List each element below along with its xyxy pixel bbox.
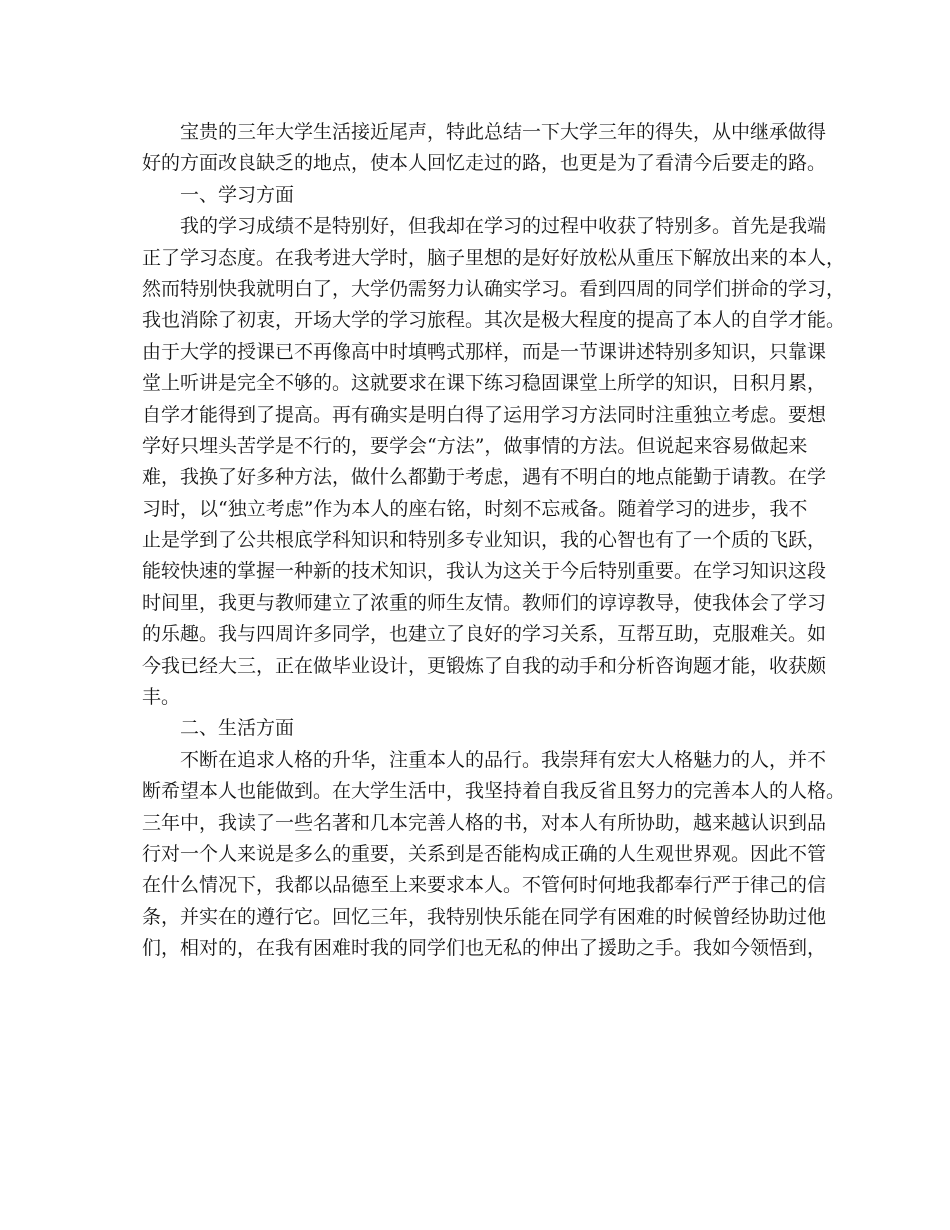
text-line: 在什么情况下，我都以品德至上来要求本人。不管何时何地我都奉行严于律己的信 <box>142 874 827 897</box>
text-line: 的乐趣。我与四周许多同学，也建立了良好的学习关系，互帮互助，克服难关。如 <box>142 623 827 646</box>
text-line: 丰。 <box>142 686 181 709</box>
text-line: 习时，以“独立考虑”作为本人的座右铭，时刻不忘戒备。随着学习的进步，我不 <box>142 497 808 520</box>
text-line: 学好只埋头苦学是不行的，要学会“方法”，做事情的方法。但说起来容易做起来 <box>142 434 808 457</box>
text-line: 我的学习成绩不是特别好，但我却在学习的过程中收获了特别多。首先是我端 <box>180 215 827 238</box>
text-line: 宝贵的三年大学生活接近尾声，特此总结一下大学三年的得失，从中继承做得 <box>180 121 827 143</box>
text-line: 然而特别快我就明白了，大学仍需努力认确实学习。看到四周的同学们拼命的学习， <box>142 277 846 300</box>
text-line: 三年中，我读了一些名著和几本完善人格的书，对本人有所协助，越来越认识到品 <box>142 811 827 834</box>
text-line: 今我已经大三，正在做毕业设计，更锻炼了自我的动手和分析咨询题才能，收获颇 <box>142 654 827 677</box>
text-line: 止是学到了公共根底学科知识和特别多专业知识，我的心智也有了一个质的飞跃， <box>142 529 827 552</box>
text-line: 堂上听讲是完全不够的。这就要求在课下练习稳固课堂上所学的知识，日积月累， <box>142 372 827 395</box>
text-line: 好的方面改良缺乏的地点，使本人回忆走过的路，也更是为了看清今后要走的路。 <box>142 152 827 175</box>
text-line: 正了学习态度。在我考进大学时，脑子里想的是好好放松从重压下解放出来的本人， <box>142 246 846 269</box>
text-line: 断希望本人也能做到。在大学生活中，我坚持着自我反省且努力的完善本人的人格。 <box>142 780 846 803</box>
text-line: 能较快速的掌握一种新的技术知识，我认为这关于今后特别重要。在学习知识这段 <box>142 560 827 583</box>
text-line: 二、生活方面 <box>180 717 295 740</box>
text-line: 们，相对的，在我有困难时我的同学们也无私的伸出了援助之手。我如今领悟到， <box>142 937 827 960</box>
text-line: 时间里，我更与教师建立了浓重的师生友情。教师们的谆谆教导，使我体会了学习 <box>142 591 827 614</box>
text-line: 由于大学的授课已不再像高中时填鸭式那样，而是一节课讲述特别多知识，只靠课 <box>142 340 827 363</box>
document-page <box>142 117 846 965</box>
text-line: 难，我换了好多种方法，做什么都勤于考虑，遇有不明白的地点能勤于请教。在学 <box>142 466 827 489</box>
text-line: 自学才能得到了提高。再有确实是明白得了运用学习方法同时注重独立考虑。要想 <box>142 403 827 426</box>
text-line: 行对一个人来说是多么的重要，关系到是否能构成正确的人生观世界观。因此不管 <box>142 842 827 865</box>
text-line: 一、学习方面 <box>180 183 295 206</box>
text-line: 我也消除了初衷，开场大学的学习旅程。其次是极大程度的提高了本人的自学才能。 <box>142 309 846 332</box>
text-line: 条，并实在的遵行它。回忆三年，我特别快乐能在同学有困难的时候曾经协助过他 <box>142 905 827 928</box>
text-line: 不断在追求人格的升华，注重本人的品行。我崇拜有宏大人格魅力的人，并不 <box>180 748 827 771</box>
